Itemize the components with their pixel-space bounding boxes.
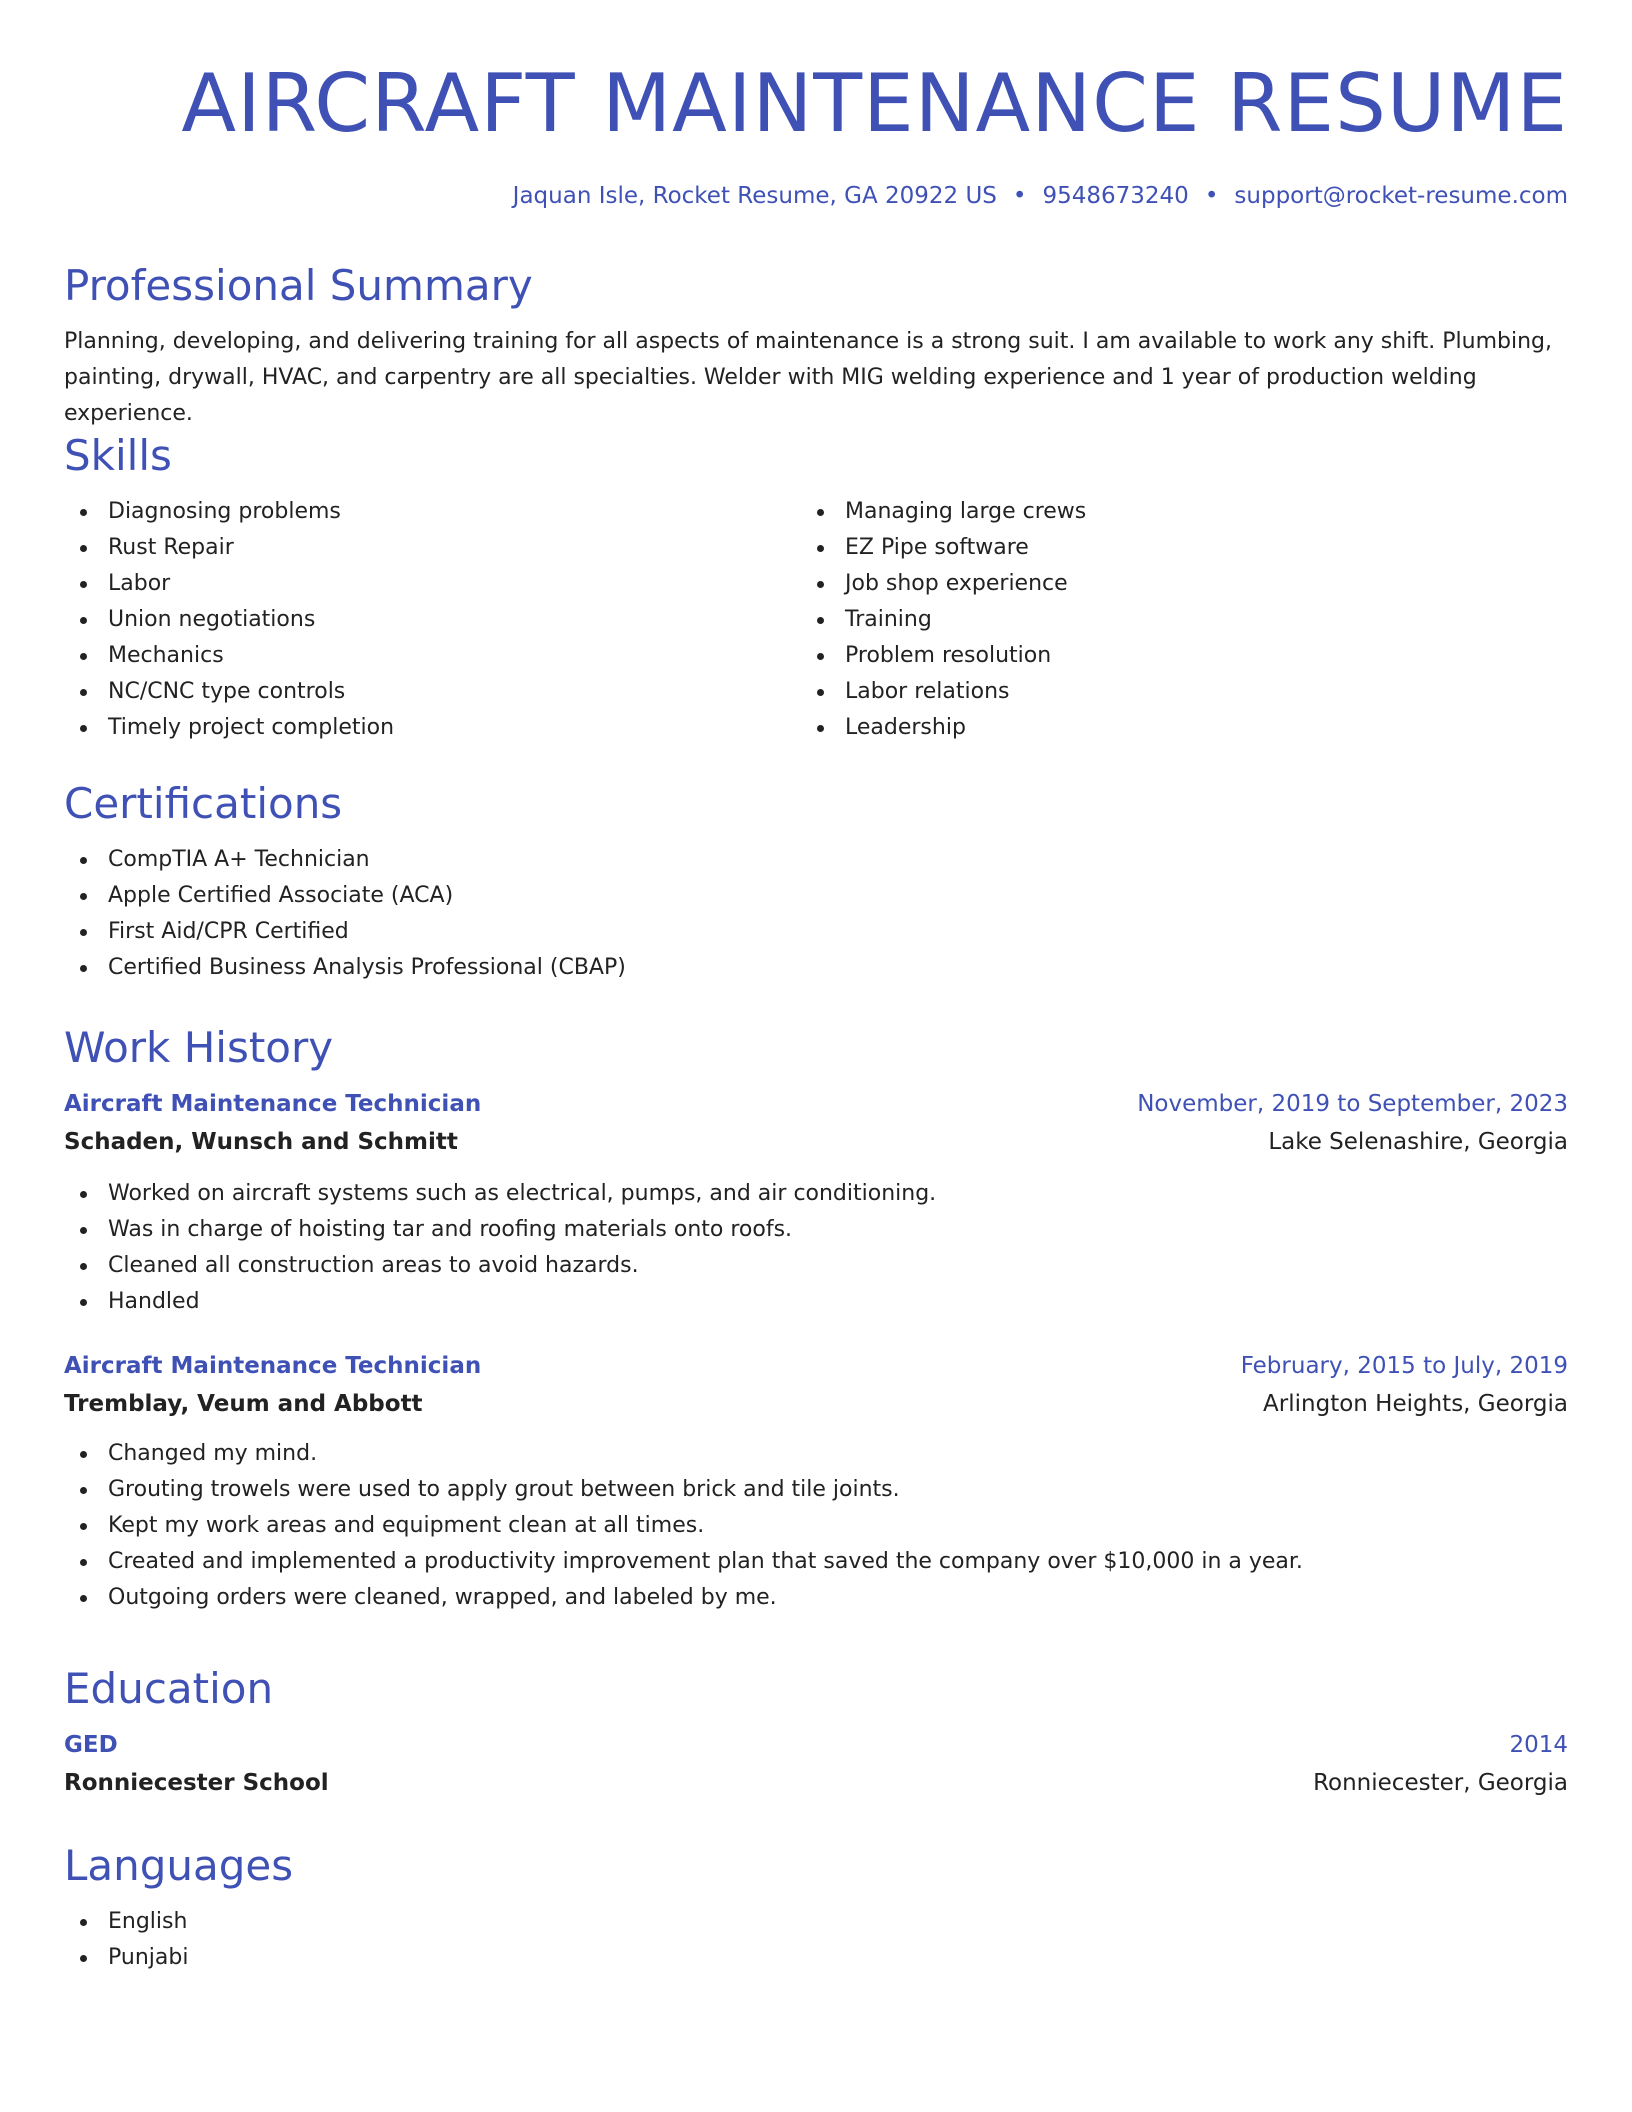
job-entry xyxy=(64,1348,1568,1616)
job-dates: November, 2019 to September, 2023 xyxy=(1137,1091,1568,1117)
skills-heading: Skills xyxy=(64,431,172,480)
certification-item: Certified Business Analysis Professional (CBAP) xyxy=(64,950,1568,986)
skill-item: Timely project completion xyxy=(64,710,801,746)
certifications-heading: Certifications xyxy=(64,779,343,828)
job-bullet: Handled xyxy=(64,1284,1568,1320)
summary-heading: Professional Summary xyxy=(64,261,533,310)
job-company: Tremblay, Veum and Abbott xyxy=(64,1391,423,1417)
job-bullet: Created and implemented a productivity improvement plan that saved the company over $10,000 in a year. xyxy=(64,1544,1568,1580)
education-year: 2014 xyxy=(1509,1732,1568,1758)
job-title: Aircraft Maintenance Technician xyxy=(64,1353,482,1379)
education-heading: Education xyxy=(64,1664,274,1713)
job-location: Lake Selenashire, Georgia xyxy=(1268,1129,1568,1155)
education-degree: GED xyxy=(64,1732,118,1758)
certifications-list xyxy=(64,842,1568,986)
skill-item: NC/CNC type controls xyxy=(64,674,801,710)
education-entry xyxy=(64,1727,1568,1803)
languages-heading: Languages xyxy=(64,1841,294,1890)
skills-section xyxy=(64,430,1568,746)
job-bullets xyxy=(64,1436,1568,1616)
job-title: Aircraft Maintenance Technician xyxy=(64,1091,482,1117)
job-bullet: Kept my work areas and equipment clean at all times. xyxy=(64,1508,1568,1544)
skill-item: Mechanics xyxy=(64,638,801,674)
skills-list-left xyxy=(64,494,801,746)
job-bullet: Worked on aircraft systems such as electrical, pumps, and air conditioning. xyxy=(64,1176,1568,1212)
education-section xyxy=(64,1663,1568,1803)
skill-item: Job shop experience xyxy=(801,566,1538,602)
languages-section xyxy=(64,1840,1568,1976)
skill-item: Diagnosing problems xyxy=(64,494,801,530)
skill-item: Training xyxy=(801,602,1538,638)
certifications-section xyxy=(64,778,1568,986)
work-heading: Work History xyxy=(64,1023,334,1072)
skill-item: Managing large crews xyxy=(801,494,1538,530)
job-subheader xyxy=(64,1122,1568,1162)
skills-grid xyxy=(64,494,1568,746)
job-bullet: Grouting trowels were used to apply grout between brick and tile joints. xyxy=(64,1472,1568,1508)
skills-list-right xyxy=(801,494,1538,746)
contact-phone: 9548673240 xyxy=(1042,183,1189,209)
job-bullet: Was in charge of hoisting tar and roofing materials onto roofs. xyxy=(64,1212,1568,1248)
job-header xyxy=(64,1086,1568,1122)
languages-list xyxy=(64,1904,1568,1976)
summary-section xyxy=(64,260,1568,432)
contact-email: support@rocket-resume.com xyxy=(1234,183,1568,209)
skill-item: Rust Repair xyxy=(64,530,801,566)
job-bullet: Cleaned all construction areas to avoid hazards. xyxy=(64,1248,1568,1284)
job-subheader xyxy=(64,1384,1568,1424)
job-header xyxy=(64,1348,1568,1384)
language-item: English xyxy=(64,1904,1568,1940)
work-section xyxy=(64,1022,1568,1616)
job-bullet: Changed my mind. xyxy=(64,1436,1568,1472)
contact-address: Jaquan Isle, Rocket Resume, GA 20922 US xyxy=(512,183,997,209)
contact-separator: • xyxy=(1204,183,1219,209)
certification-item: First Aid/CPR Certified xyxy=(64,914,1568,950)
skill-item: EZ Pipe software xyxy=(801,530,1538,566)
education-header xyxy=(64,1727,1568,1763)
job-dates: February, 2015 to July, 2019 xyxy=(1240,1353,1568,1379)
skill-item: Labor xyxy=(64,566,801,602)
resume-title: AIRCRAFT MAINTENANCE RESUME xyxy=(181,57,1568,150)
contact-line xyxy=(513,180,1568,212)
certification-item: CompTIA A+ Technician xyxy=(64,842,1568,878)
summary-text: Planning, developing, and delivering training for all aspects of maintenance is a strong suit. I am available to work any shift. Plumbing, painting, drywall, HVAC, and carpentry are all specialties. Welder with MIG welding experience and 1 year of production welding experience. xyxy=(64,329,1553,426)
job-bullet: Outgoing orders were cleaned, wrapped, and labeled by me. xyxy=(64,1580,1568,1616)
education-school: Ronniecester School xyxy=(64,1770,329,1796)
job-company: Schaden, Wunsch and Schmitt xyxy=(64,1129,458,1155)
contact-separator: • xyxy=(1012,183,1027,209)
language-item: Punjabi xyxy=(64,1940,1568,1976)
job-entry xyxy=(64,1086,1568,1320)
education-location: Ronniecester, Georgia xyxy=(1313,1770,1568,1796)
skill-item: Problem resolution xyxy=(801,638,1538,674)
skill-item: Union negotiations xyxy=(64,602,801,638)
job-location: Arlington Heights, Georgia xyxy=(1263,1391,1568,1417)
education-subheader xyxy=(64,1763,1568,1803)
certification-item: Apple Certified Associate (ACA) xyxy=(64,878,1568,914)
skill-item: Labor relations xyxy=(801,674,1538,710)
skill-item: Leadership xyxy=(801,710,1538,746)
job-bullets xyxy=(64,1176,1568,1320)
